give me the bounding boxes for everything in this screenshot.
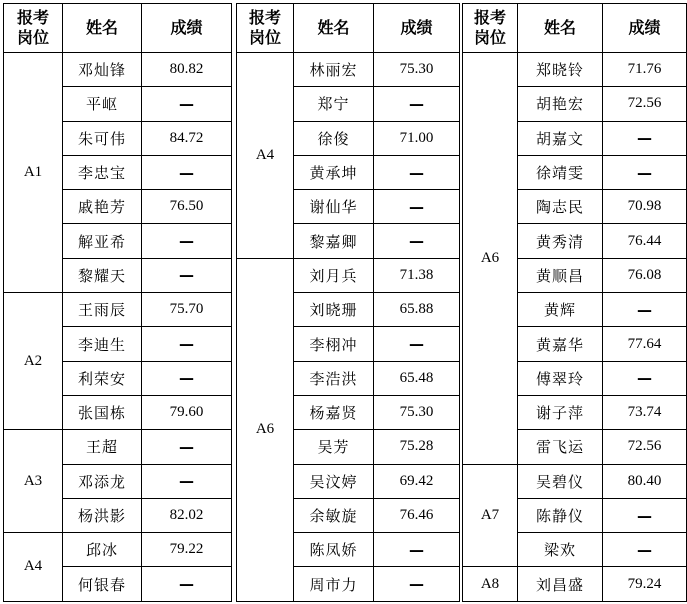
name-cell: 郑宁	[294, 87, 374, 121]
name-header: 姓名	[63, 4, 142, 53]
score-cell: —	[603, 533, 687, 567]
name-cell: 邓添龙	[63, 464, 142, 498]
table-row	[463, 53, 687, 87]
score-table	[462, 3, 687, 602]
name-cell: 谢仙华	[294, 190, 374, 224]
post-cell: A2	[4, 293, 63, 430]
name-cell: 刘月兵	[294, 258, 374, 292]
score-cell: 75.30	[374, 395, 460, 429]
score-cell: 76.08	[603, 258, 687, 292]
score-cell: —	[603, 155, 687, 189]
name-cell: 雷飞运	[518, 430, 603, 464]
name-cell: 谢子萍	[518, 395, 603, 429]
score-cell: —	[374, 155, 460, 189]
name-cell: 黄承坤	[294, 155, 374, 189]
score-cell: —	[603, 293, 687, 327]
name-cell: 黄嘉华	[518, 327, 603, 361]
score-cell: 65.88	[374, 293, 460, 327]
table-row	[4, 293, 232, 327]
score-cell: —	[374, 533, 460, 567]
name-cell: 戚艳芳	[63, 190, 142, 224]
score-cell: 75.70	[142, 293, 232, 327]
score-cell: 76.50	[142, 190, 232, 224]
post-cell: A4	[237, 53, 294, 259]
header-row	[237, 4, 460, 53]
score-cell: 75.28	[374, 430, 460, 464]
score-cell: —	[142, 361, 232, 395]
name-cell: 王雨辰	[63, 293, 142, 327]
score-header: 成绩	[603, 4, 687, 53]
score-cell: —	[374, 224, 460, 258]
name-cell: 邓灿锋	[63, 53, 142, 87]
score-cell: 79.60	[142, 395, 232, 429]
score-cell: —	[142, 327, 232, 361]
post-header-line1: 报考	[16, 8, 49, 27]
score-cell: 79.24	[603, 567, 687, 601]
name-cell: 陈静仪	[518, 498, 603, 532]
name-cell: 黄辉	[518, 293, 603, 327]
post-header-line2: 岗位	[473, 28, 506, 47]
name-cell: 吴汶婷	[294, 464, 374, 498]
name-cell: 杨嘉贤	[294, 395, 374, 429]
post-header-line2: 岗位	[248, 28, 281, 47]
score-cell: 71.38	[374, 258, 460, 292]
score-cell: —	[142, 155, 232, 189]
post-header-line1: 报考	[473, 8, 506, 27]
score-cell: 73.74	[603, 395, 687, 429]
name-cell: 陶志民	[518, 190, 603, 224]
score-cell: 80.82	[142, 53, 232, 87]
score-cell: —	[142, 430, 232, 464]
table-row	[237, 258, 460, 292]
name-cell: 张国栋	[63, 395, 142, 429]
score-table	[3, 3, 232, 602]
post-cell: A6	[463, 53, 518, 465]
score-cell: —	[374, 87, 460, 121]
score-header: 成绩	[142, 4, 232, 53]
score-cell: —	[603, 361, 687, 395]
name-cell: 黎耀天	[63, 258, 142, 292]
name-cell: 朱可伟	[63, 121, 142, 155]
name-cell: 利荣安	[63, 361, 142, 395]
header-row	[4, 4, 232, 53]
score-table-panel-2	[236, 3, 460, 602]
score-cell: 84.72	[142, 121, 232, 155]
name-cell: 徐靖雯	[518, 155, 603, 189]
score-cell: —	[603, 498, 687, 532]
score-cell: 80.40	[603, 464, 687, 498]
post-cell: A6	[237, 258, 294, 601]
name-cell: 黄秀清	[518, 224, 603, 258]
name-cell: 杨洪影	[63, 498, 142, 532]
score-header: 成绩	[374, 4, 460, 53]
score-cell: 70.98	[603, 190, 687, 224]
score-table-panel-1	[3, 3, 232, 602]
table-row	[4, 533, 232, 567]
score-cell: 75.30	[374, 53, 460, 87]
score-cell: —	[142, 464, 232, 498]
post-cell: A3	[4, 430, 63, 533]
score-cell: 82.02	[142, 498, 232, 532]
score-table	[236, 3, 460, 602]
score-cell: 65.48	[374, 361, 460, 395]
name-cell: 梁欢	[518, 533, 603, 567]
name-cell: 黎嘉卿	[294, 224, 374, 258]
name-cell: 李栩冲	[294, 327, 374, 361]
post-cell: A7	[463, 464, 518, 567]
post-cell: A8	[463, 567, 518, 601]
name-cell: 邱冰	[63, 533, 142, 567]
score-cell: —	[374, 567, 460, 601]
post-header	[237, 4, 294, 53]
score-cell: 76.44	[603, 224, 687, 258]
name-cell: 吴芳	[294, 430, 374, 464]
header-row	[463, 4, 687, 53]
name-cell: 徐俊	[294, 121, 374, 155]
name-header: 姓名	[294, 4, 374, 53]
score-cell: —	[374, 327, 460, 361]
name-cell: 林丽宏	[294, 53, 374, 87]
score-cell: 72.56	[603, 87, 687, 121]
name-header: 姓名	[518, 4, 603, 53]
post-header-line2: 岗位	[16, 28, 49, 47]
score-cell: —	[142, 87, 232, 121]
name-cell: 王超	[63, 430, 142, 464]
name-cell: 刘昌盛	[518, 567, 603, 601]
name-cell: 平岖	[63, 87, 142, 121]
name-cell: 何银春	[63, 567, 142, 601]
name-cell: 余敏旋	[294, 498, 374, 532]
name-cell: 胡嘉文	[518, 121, 603, 155]
post-header	[463, 4, 518, 53]
name-cell: 李忠宝	[63, 155, 142, 189]
name-cell: 吴碧仪	[518, 464, 603, 498]
post-cell: A4	[4, 533, 63, 602]
score-cell: —	[603, 121, 687, 155]
name-cell: 黄顺昌	[518, 258, 603, 292]
table-row	[463, 464, 687, 498]
score-cell: 71.76	[603, 53, 687, 87]
score-cell: 76.46	[374, 498, 460, 532]
name-cell: 傅翠玲	[518, 361, 603, 395]
table-row	[4, 430, 232, 464]
table-row	[463, 567, 687, 601]
name-cell: 周市力	[294, 567, 374, 601]
score-cell: 72.56	[603, 430, 687, 464]
score-cell: 77.64	[603, 327, 687, 361]
name-cell: 郑晓铃	[518, 53, 603, 87]
table-row	[237, 53, 460, 87]
post-header	[4, 4, 63, 53]
score-cell: —	[374, 190, 460, 224]
score-cell: 79.22	[142, 533, 232, 567]
name-cell: 刘晓珊	[294, 293, 374, 327]
post-cell: A1	[4, 53, 63, 293]
name-cell: 胡艳宏	[518, 87, 603, 121]
score-cell: —	[142, 258, 232, 292]
table-row	[4, 53, 232, 87]
name-cell: 陈凤娇	[294, 533, 374, 567]
score-cell: 71.00	[374, 121, 460, 155]
name-cell: 李迪生	[63, 327, 142, 361]
post-header-line1: 报考	[248, 8, 281, 27]
score-cell: —	[142, 224, 232, 258]
name-cell: 李浩洪	[294, 361, 374, 395]
score-cell: 69.42	[374, 464, 460, 498]
score-table-panel-3	[462, 3, 687, 602]
score-cell: —	[142, 567, 232, 601]
name-cell: 解亚希	[63, 224, 142, 258]
